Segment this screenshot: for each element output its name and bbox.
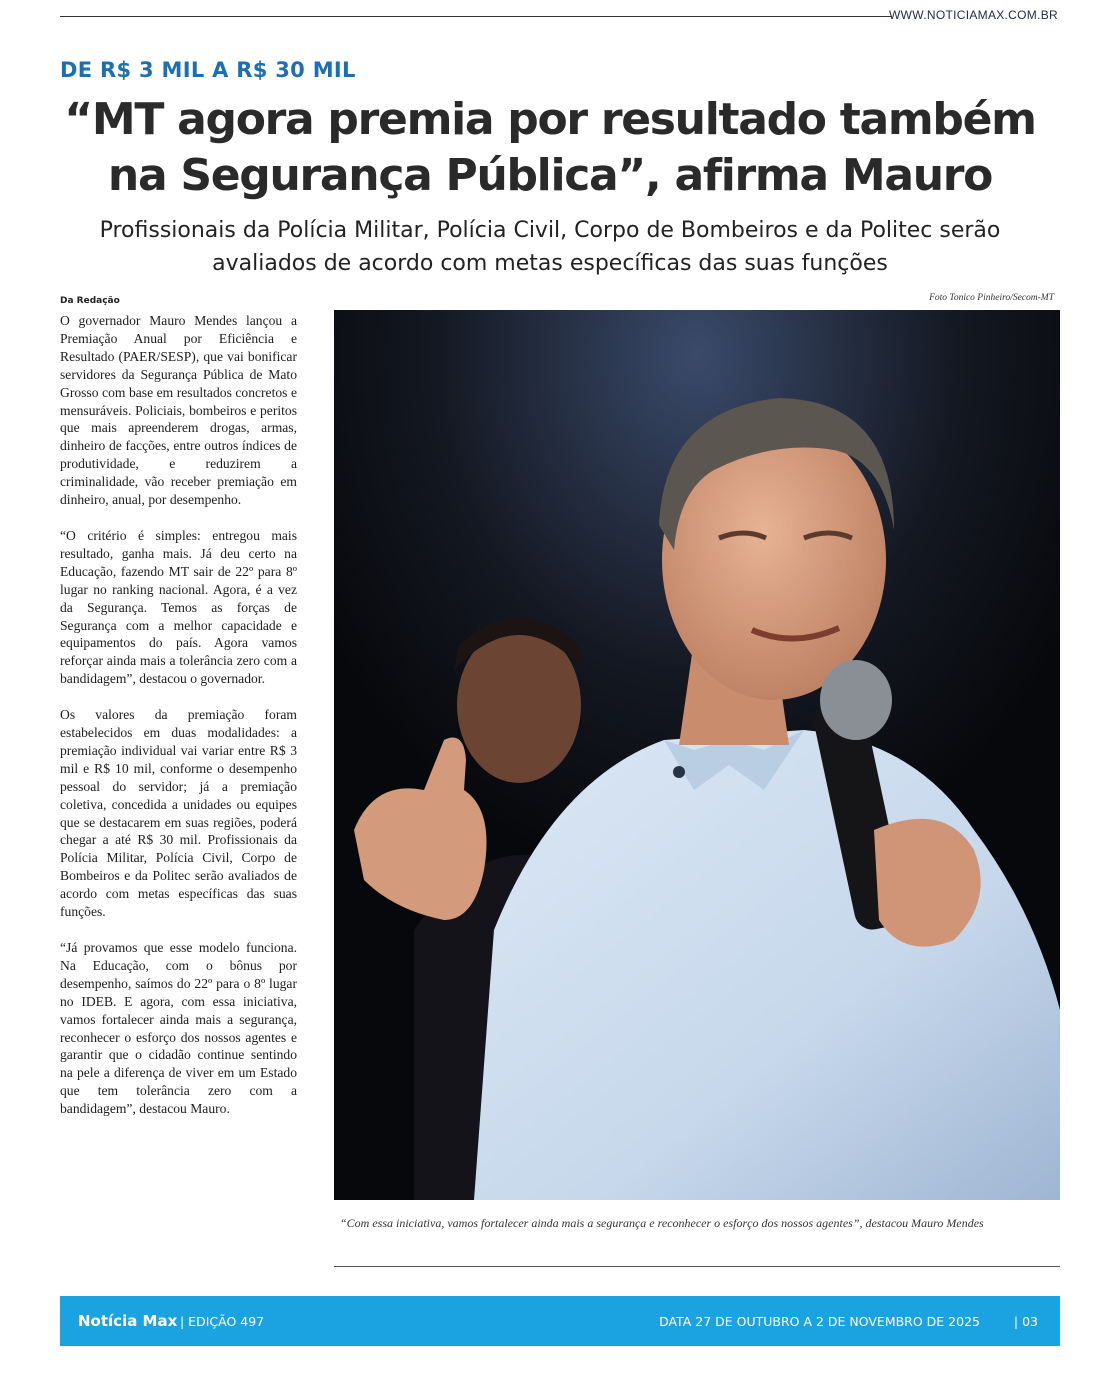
footer-edition: | EDIÇÃO 497 [180, 1314, 265, 1329]
subhead-line-2: avaliados de acordo com metas específicas das suas funções [212, 251, 888, 276]
page-number: | 03 [1013, 1314, 1038, 1329]
article-body [60, 312, 297, 1272]
site-url[interactable]: WWW.NOTICIAMAX.COM.BR [889, 8, 1058, 22]
body-paragraph: “Já provamos que esse modelo funciona. Na Educação, com o bônus por desempenho, saímos do 22º para o 8º lugar no IDEB. E agora, com essa iniciativa, vamos fortalecer ainda mais a segurança, reconhecer o esforço dos nossos agentes e garantir que o cidadão continue sentindo na pele a diferença de viver em um Estado que tem tolerância zero com a bandidagem”, destacou Mauro. [60, 940, 297, 1117]
article-photo [334, 310, 1060, 1200]
footer-bar [60, 1296, 1060, 1346]
footer-date: DATA 27 DE OUTUBRO A 2 DE NOVEMBRO DE 2025 [659, 1314, 980, 1329]
article-headline [40, 92, 1060, 204]
header-rule [60, 16, 892, 17]
article-kicker: DE R$ 3 MIL A R$ 30 MIL [60, 58, 356, 82]
subhead-line-1: Profissionais da Polícia Militar, Polícia Civil, Corpo de Bombeiros e da Politec serão [99, 218, 1001, 243]
photo-caption: “Com essa iniciativa, vamos fortalecer ainda mais a segurança e reconhecer o esforço dos nossos agentes”, destacou Mauro Mendes [340, 1216, 984, 1230]
body-paragraph: “O critério é simples: entregou mais resultado, ganha mais. Já deu certo na Educação, fazendo MT sair de 22º para 8º lugar no ranking nacional. Agora, é a vez da Segurança. Temos as forças de Segurança com a melhor capacidade e equipamentos do país. Agora vamos reforçar ainda mais a tolerância zero com a bandidagem”, destacou o governador. [60, 527, 297, 687]
footer-brand: Notícia Max [78, 1312, 178, 1330]
photo-credit: Foto Tonico Pinheiro/Secom-MT [929, 293, 1054, 303]
body-paragraph: Os valores da premiação foram estabelecidos em duas modalidades: a premiação individual vai variar entre R$ 3 mil e R$ 10 mil, conforme o desempenho pessoal do servidor; já a premiação coletiva, concedida a unidades ou equipes que se destacarem em suas regiões, poderá chegar a até R$ 30 mil. Profissionais da Polícia Militar, Polícia Civil, Corpo de Bombeiros e da Politec serão avaliados de acordo com metas específicas das suas funções. [60, 707, 297, 920]
article-subhead [40, 214, 1060, 280]
byline: Da Redação [60, 296, 120, 306]
photo-illustration [334, 310, 1060, 1200]
body-paragraph: O governador Mauro Mendes lançou a Premiação Anual por Eficiência e Resultado (PAER/SESP), que vai bonificar servidores da Segurança Pública de Mato Grosso com base em resultados concretos e mensuráveis. Policiais, bombeiros e peritos que mais apreenderem drogas, armas, dinheiro de facções, entre outros índices de produtividade, e reduzirem a criminalidade, vão receber premiação em dinheiro, anual, por desempenho. [60, 313, 297, 508]
headline-line-2: na Segurança Pública”, afirma Mauro [107, 150, 993, 201]
caption-rule [334, 1266, 1060, 1267]
headline-line-1: “MT agora premia por resultado também [64, 94, 1036, 145]
